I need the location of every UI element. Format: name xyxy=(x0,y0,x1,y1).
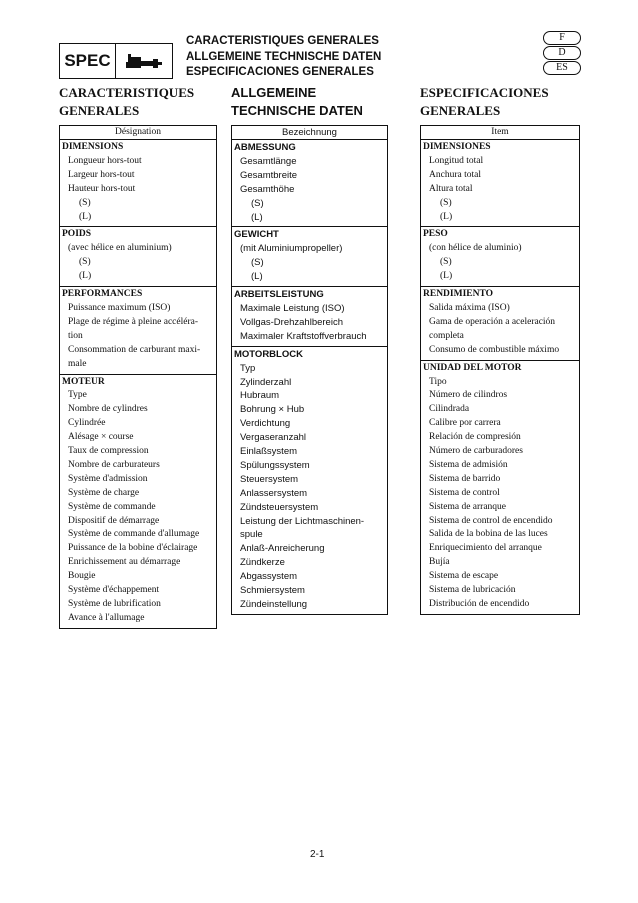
lang-badge-f: F xyxy=(543,31,581,45)
table-row: Cylindrée xyxy=(68,418,106,429)
table-row: Sistema de control de encendido xyxy=(429,515,553,526)
table-section xyxy=(232,140,387,227)
section-title: ARBEITSLEISTUNG xyxy=(234,289,324,301)
table-section xyxy=(60,227,216,287)
table-row: Bujía xyxy=(429,557,450,568)
table-row: Système d'échappement xyxy=(68,585,160,596)
table-row: Distribución de encendido xyxy=(429,599,530,609)
section-title: DIMENSIONES xyxy=(423,142,491,152)
section-title: MOTORBLOCK xyxy=(234,348,303,360)
table-row: Sistema de control xyxy=(429,487,500,498)
section-title: PERFORMANCES xyxy=(62,289,143,300)
column-title-es: ESPECIFICACIONES GENERALES xyxy=(420,85,549,118)
table-section xyxy=(232,287,387,347)
table-row: Leistung der Lichtmaschinen- xyxy=(240,515,365,527)
table-row: (L) xyxy=(440,271,453,282)
table-row: Verdichtung xyxy=(240,418,291,430)
table-row: Plage de régime à pleine accéléra- xyxy=(68,316,199,327)
table-row: Gesamtlänge xyxy=(240,155,297,167)
table-row: Schmiersystem xyxy=(240,585,305,597)
header-title-de: ALLGEMEINE TECHNISCHE DATEN xyxy=(186,50,382,63)
table-row: Salida máxima (ISO) xyxy=(429,302,510,313)
table-row: Cilindrada xyxy=(429,404,470,415)
table-row: Relación de compresión xyxy=(429,432,521,443)
spec-table-de xyxy=(231,125,388,615)
table-row: Dispositif de démarrage xyxy=(68,515,160,526)
spec-label: SPEC xyxy=(60,44,116,78)
section-title: POIDS xyxy=(62,229,92,240)
table-row: Anchura total xyxy=(429,169,481,180)
section-title: UNIDAD DEL MOTOR xyxy=(423,362,522,373)
table-row: Système d'admission xyxy=(68,473,148,484)
table-row: Sistema de arranque xyxy=(429,501,507,512)
table-row: Puissance de la bobine d'éclairage xyxy=(68,543,198,554)
table-row: Gesamthöhe xyxy=(240,183,295,195)
table-row: Altura total xyxy=(429,183,473,194)
table-row: Enrichissement au démarrage xyxy=(68,557,181,568)
table-section xyxy=(421,287,579,361)
table-section xyxy=(60,375,216,628)
table-row: Maximaler Kraftstoffverbrauch xyxy=(240,330,367,342)
column-title-fr: CARACTERISTIQUES GENERALES xyxy=(59,85,195,118)
table-row: (con hélice de aluminio) xyxy=(429,243,522,254)
table-row: Système de lubrification xyxy=(68,599,161,609)
table-row: Gesamtbreite xyxy=(240,169,298,181)
table-row: Gama de operación a aceleración xyxy=(429,316,556,327)
table-row: (S) xyxy=(251,197,264,209)
table-row: Hauteur hors-tout xyxy=(68,183,136,194)
table-row: Einlaßsystem xyxy=(240,446,298,458)
table-row: Longueur hors-tout xyxy=(68,155,142,166)
table-row: spule xyxy=(240,529,263,541)
table-row: Vollgas-Drehzahlbereich xyxy=(240,316,343,328)
table-row: Bohrung × Hub xyxy=(240,404,305,416)
table-row: Enriquecimiento del arranque xyxy=(429,543,542,554)
section-title: PESO xyxy=(423,229,448,240)
table-row: Vergaseranzahl xyxy=(240,432,307,444)
table-header: Bezeichnung xyxy=(232,126,387,140)
table-section xyxy=(421,361,579,614)
table-row: Sistema de barrido xyxy=(429,473,501,484)
table-row: Abgassystem xyxy=(240,571,298,583)
spec-table-es xyxy=(420,125,580,615)
table-row: Consumo de combustible máximo xyxy=(429,344,560,355)
column-title-de: ALLGEMEINE TECHNISCHE DATEN xyxy=(231,85,363,118)
table-header: Désignation xyxy=(60,126,216,140)
table-row: Longitud total xyxy=(429,155,484,166)
table-section xyxy=(60,140,216,227)
table-row: Type xyxy=(68,390,87,401)
table-row: Calibre por carrera xyxy=(429,418,501,429)
table-row: Taux de compression xyxy=(68,446,149,457)
table-row: Système de commande d'allumage xyxy=(68,529,200,540)
table-row: (L) xyxy=(79,211,92,222)
table-row: (L) xyxy=(251,211,263,223)
table-row: tion xyxy=(68,330,83,341)
section-title: GEWICHT xyxy=(234,229,279,241)
table-row: Número de carburadores xyxy=(429,446,523,457)
table-row: Zündeinstellung xyxy=(240,599,308,610)
table-row: Salida de la bobina de las luces xyxy=(429,529,548,540)
table-row: (S) xyxy=(79,197,91,208)
table-header: Item xyxy=(421,126,579,140)
table-row: Sistema de escape xyxy=(429,571,499,582)
table-row: Système de commande xyxy=(68,501,156,512)
table-row: Maximale Leistung (ISO) xyxy=(240,302,345,314)
table-row: Zylinderzahl xyxy=(240,376,292,388)
spec-table-fr xyxy=(59,125,217,629)
table-section xyxy=(421,140,579,227)
table-row: Système de charge xyxy=(68,487,140,498)
table-row: (S) xyxy=(440,257,452,268)
table-row: (S) xyxy=(79,257,91,268)
table-row: Alésage × course xyxy=(68,432,134,443)
table-row: male xyxy=(68,358,87,369)
table-row: Largeur hors-tout xyxy=(68,169,135,180)
table-row: Consommation de carburant maxi- xyxy=(68,344,201,355)
table-section xyxy=(421,227,579,287)
wrench-icon xyxy=(116,44,172,78)
table-row: completa xyxy=(429,330,464,341)
spec-badge xyxy=(59,43,173,79)
table-row: (S) xyxy=(440,197,452,208)
table-row: Puissance maximum (ISO) xyxy=(68,302,171,313)
table-section xyxy=(232,347,387,614)
table-row: Spülungssystem xyxy=(240,459,310,471)
table-row: Steuersystem xyxy=(240,473,299,485)
table-row: (mit Aluminiumpropeller) xyxy=(240,243,343,255)
table-row: Zündkerze xyxy=(240,557,285,569)
table-row: Sistema de lubricación xyxy=(429,585,516,596)
table-row: Bougie xyxy=(68,571,96,582)
table-row: (S) xyxy=(251,257,264,269)
section-title: MOTEUR xyxy=(62,376,105,387)
table-row: Nombre de cylindres xyxy=(68,404,148,415)
table-section xyxy=(60,287,216,374)
table-row: (avec hélice en aluminium) xyxy=(68,243,172,254)
table-row: Hubraum xyxy=(240,390,280,402)
section-title: RENDIMIENTO xyxy=(423,289,494,300)
table-row: Zündsteuersystem xyxy=(240,501,319,513)
page-number: 2-1 xyxy=(310,849,325,860)
lang-badge-d: D xyxy=(543,46,581,60)
table-section xyxy=(232,227,387,287)
table-row: (L) xyxy=(440,211,453,222)
table-row: (L) xyxy=(251,271,263,283)
lang-badge-es: ES xyxy=(543,61,581,75)
table-row: Typ xyxy=(240,362,256,374)
table-row: (L) xyxy=(79,271,92,282)
header-title-fr: CARACTERISTIQUES GENERALES xyxy=(186,35,379,47)
header-titles xyxy=(186,34,381,81)
header-title-es: ESPECIFICACIONES GENERALES xyxy=(186,66,374,78)
table-row: Anlassersystem xyxy=(240,487,308,499)
section-title: ABMESSUNG xyxy=(234,142,296,153)
table-row: Tipo xyxy=(429,376,447,387)
section-title: DIMENSIONS xyxy=(62,142,124,152)
table-row: Nombre de carburateurs xyxy=(68,459,160,470)
table-row: Número de cilindros xyxy=(429,390,508,401)
table-row: Avance à l'allumage xyxy=(68,612,145,623)
table-row: Anlaß-Anreicherung xyxy=(240,543,325,555)
table-row: Sistema de admisión xyxy=(429,459,508,470)
